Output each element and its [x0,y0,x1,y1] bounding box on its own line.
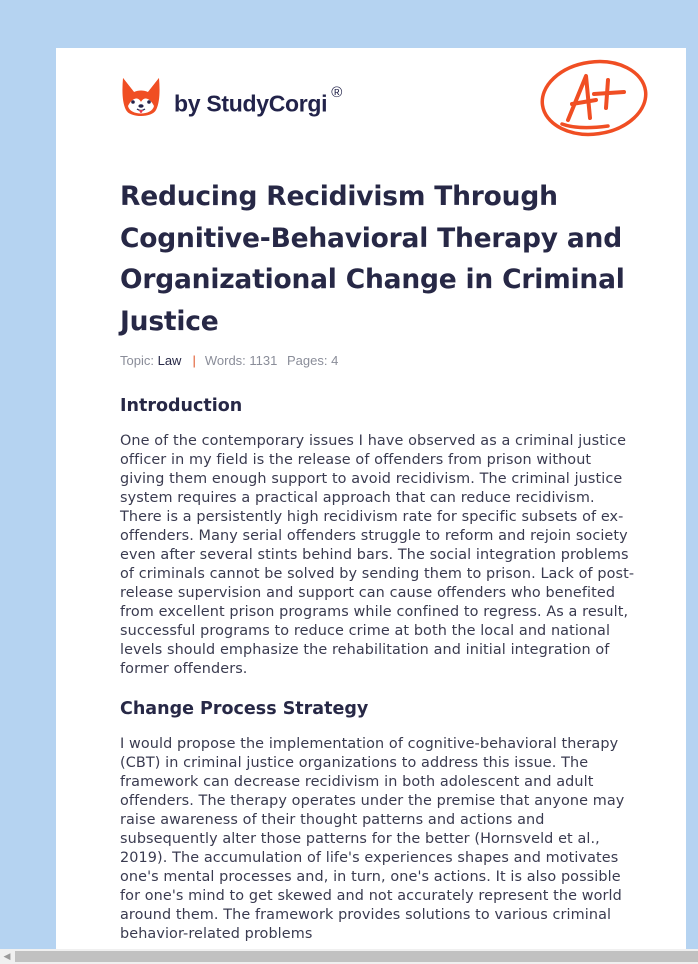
horizontal-scrollbar[interactable] [0,949,698,964]
pages-count: 4 [331,353,339,368]
section-body-change-process-strategy: I would propose the implementation of cognitive-behavioral therapy (CBT) in criminal justice organizations to address this issue. The framework can decrease recidivism in both adolescent and adult offenders. The therapy operates under the premise that anyone may raise awareness of their thought patterns and actions and subsequently alter those patterns for the better (Hornsveld et al., 2019). The accumulation of life's experiences shapes and motivates one's mental processes and, in turn, one's actions. It is also possible for one's mind to get skewed and not accurately represent the world around them. The framework provides solutions to various criminal behavior-related problems [120,736,625,942]
corgi-icon [120,76,162,122]
document-meta [120,353,338,368]
topic-label: Topic: [120,353,154,368]
a-plus-grade-icon [538,58,650,140]
document-title: Reducing Recidivism Through Cognitive-Behavioral Therapy and Organizational Change in Criminal Justice [120,181,625,337]
section-body-introduction: One of the contemporary issues I have observed as a criminal justice officer in my field is the release of offenders from prison without giving them enough support to avoid recidivism. The criminal justice system requires a practical approach that can reduce recidivism. There is a persistently high recidivism rate for specific subsets of ex-offenders. Many serial offenders struggle to reform and rejoin society even after several stints behind bars. The social integration problems of criminals cannot be solved by sending them to prison. Lack of post-release supervision and support can cause offenders who benefited from excellent prison programs while confined to regress. As a result, successful programs to reduce crime at both the local and national levels should emphasize the rehabilitation and initial integration of former offenders. [120,433,635,677]
scrollbar-thumb[interactable] [15,951,698,962]
words-label: Words: [204,353,246,368]
section-heading-introduction: Introduction [120,396,243,416]
section-heading-change-process-strategy: Change Process Strategy [120,699,369,719]
document-card [56,48,686,958]
topic-link[interactable]: Law [157,353,182,368]
registered-mark: ® [331,84,343,102]
words-count: 1131 [249,353,278,368]
pages-label: Pages: [287,353,328,368]
meta-separator: | [192,353,196,368]
scroll-left-arrow-icon[interactable]: ◀ [3,951,11,962]
brand-name: by StudyCorgi ® [174,84,343,117]
studycorgi-logo[interactable] [120,74,342,124]
